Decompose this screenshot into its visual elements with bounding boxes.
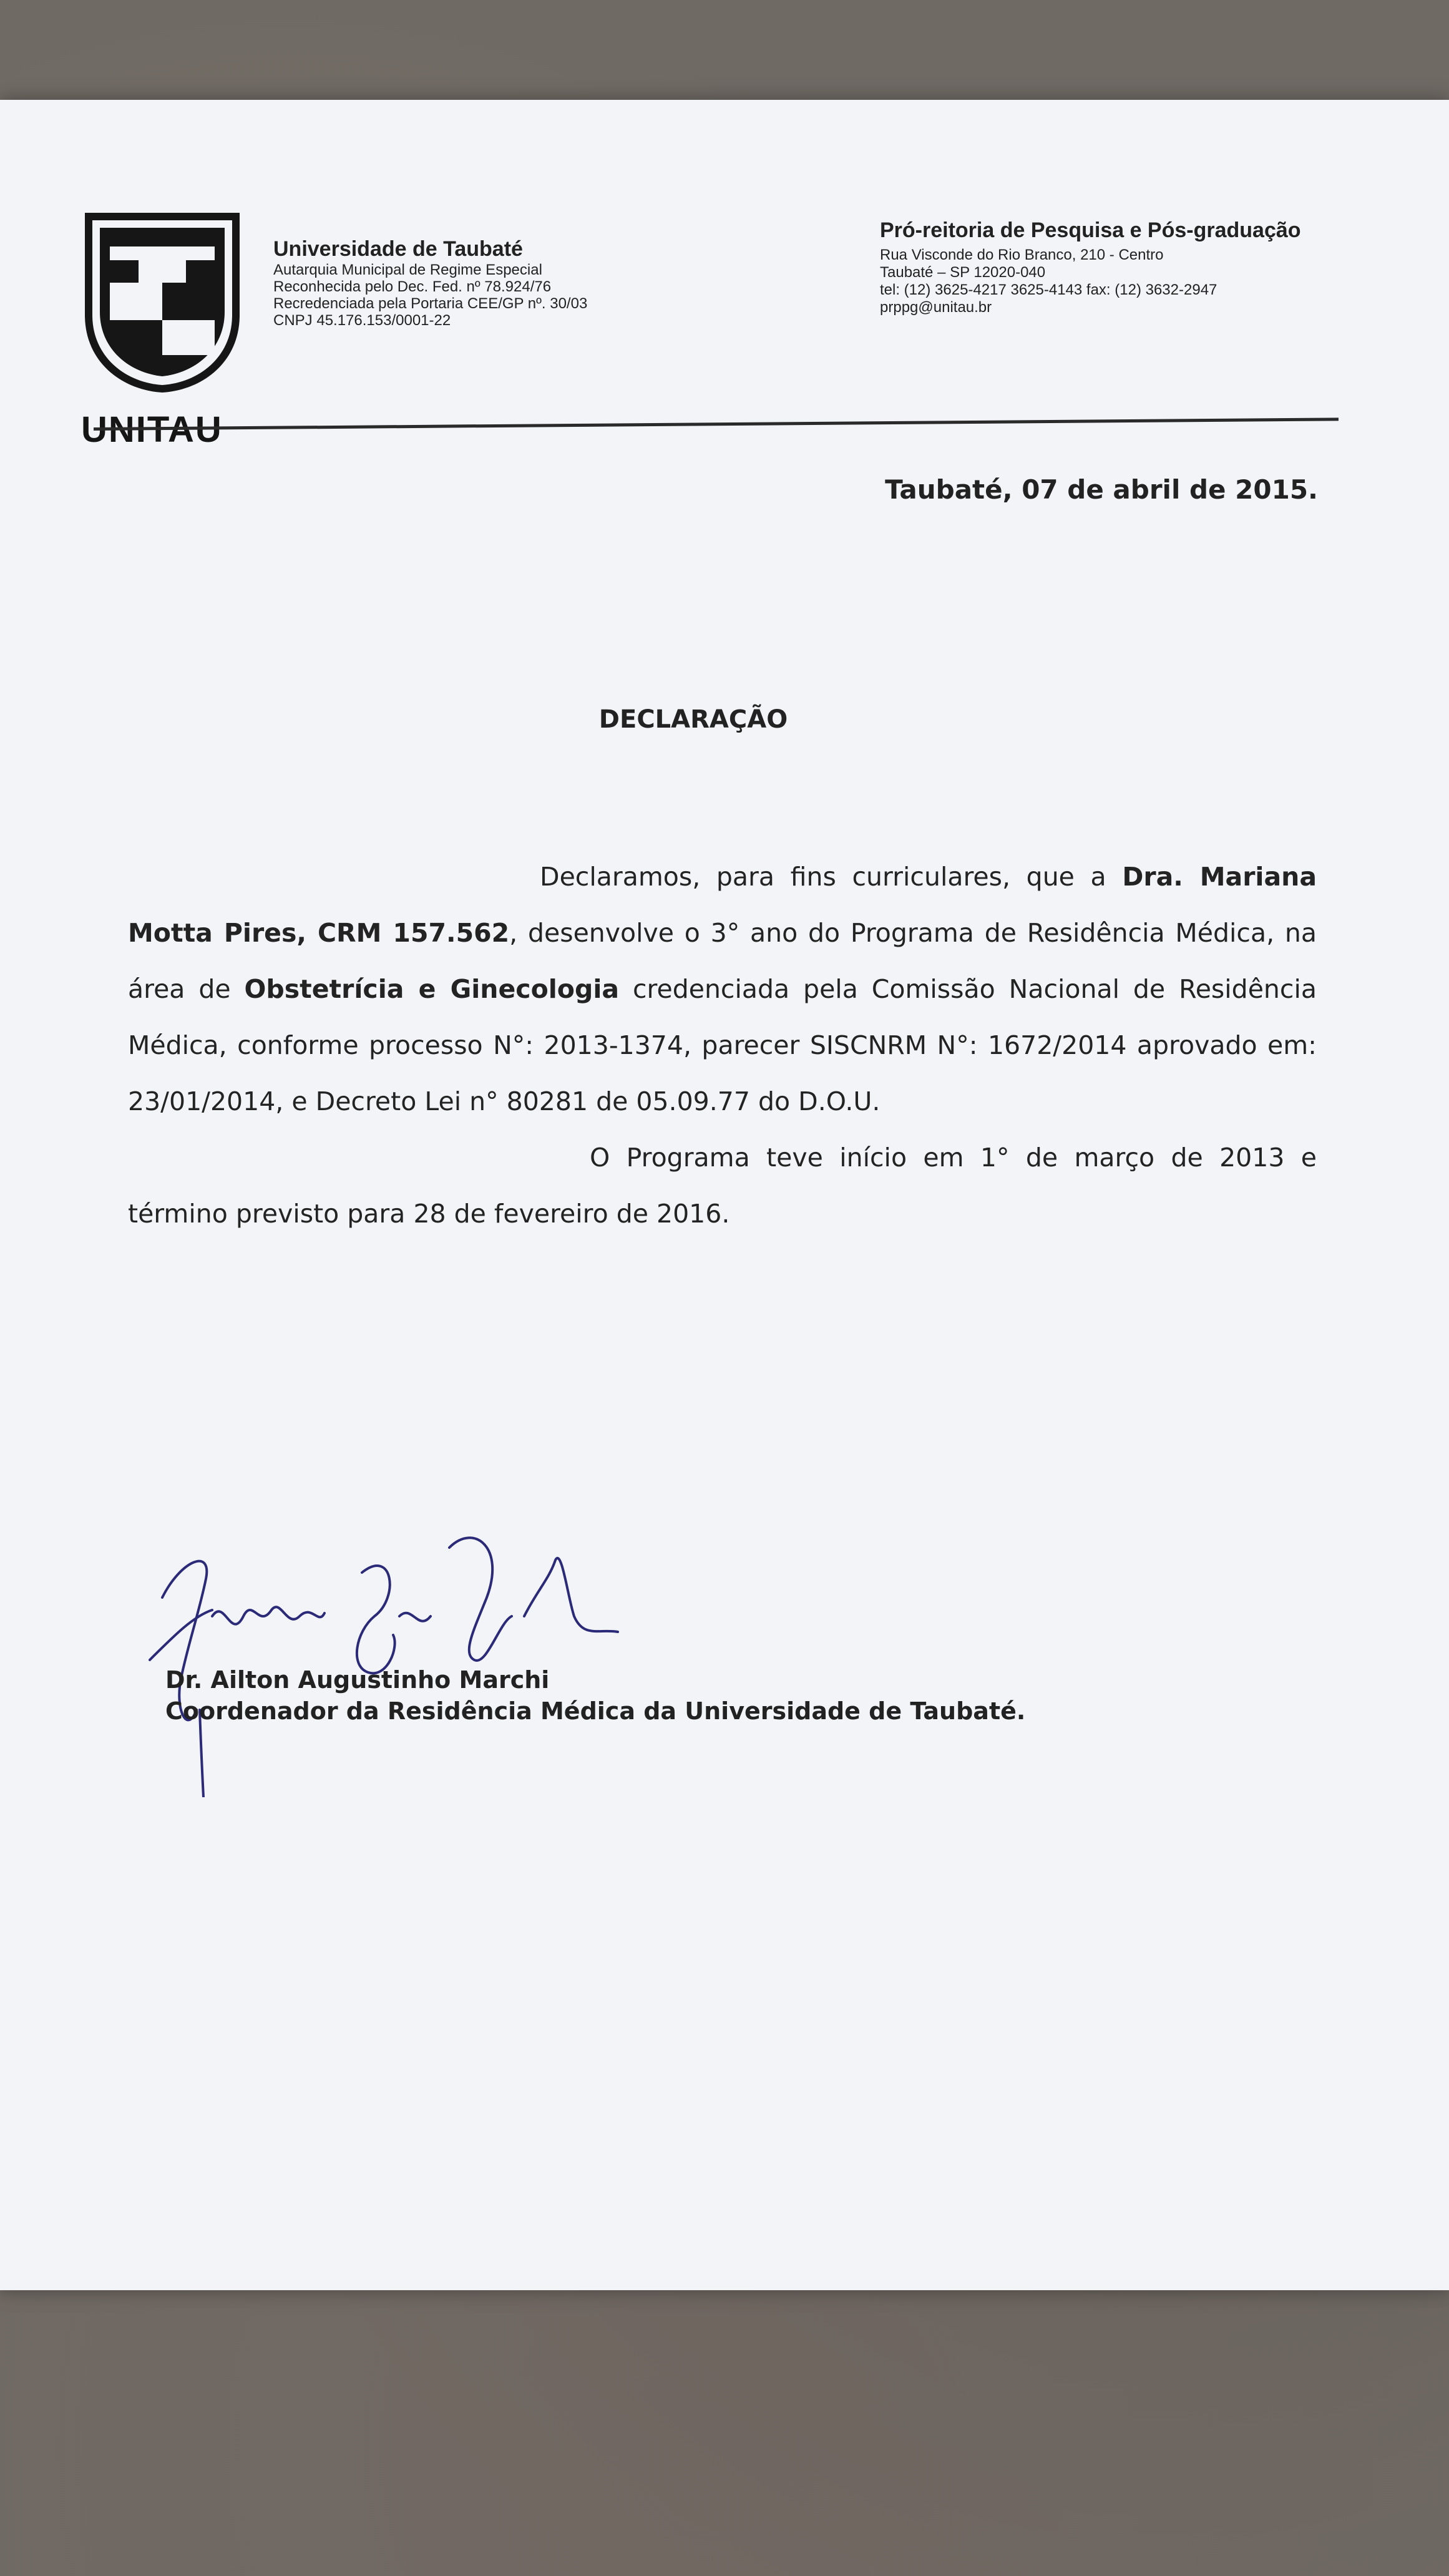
signatory-role: Coordenador da Residência Médica da Universidade de Taubaté.	[165, 1697, 1026, 1725]
institution-line: Autarquia Municipal de Regime Especial	[273, 261, 542, 278]
office-block	[880, 218, 1301, 316]
shield-emblem-icon	[81, 209, 243, 396]
office-phone: tel: (12) 3625-4217 3625-4143 fax: (12) 3632-2947	[880, 281, 1217, 298]
institution-line: Reconhecida pelo Dec. Fed. nº 78.924/76	[273, 278, 552, 295]
resident-name: Dra. Mariana Motta Pires, CRM 157.562	[128, 862, 1317, 948]
institution-line: Recredenciada pela Portaria CEE/GP nº. 30/03	[273, 295, 588, 312]
header-divider	[94, 417, 1339, 431]
institution-line: CNPJ 45.176.153/0001-22	[273, 312, 451, 329]
office-name: Pró-reitoria de Pesquisa e Pós-graduação	[880, 218, 1301, 242]
logo-wordmark: UNITAU	[81, 409, 223, 450]
office-email: prppg@unitau.br	[880, 299, 992, 316]
declaration-body	[128, 849, 1317, 1242]
paragraph-program: O Programa teve início em 1° de março de 2013 e término previsto para 28 de fevereiro de 2016.	[128, 1143, 1317, 1229]
institution-name: Universidade de Taubaté	[273, 237, 523, 261]
document-title: DECLARAÇÃO	[598, 705, 788, 734]
office-address: Rua Visconde do Rio Branco, 210 - Centro	[880, 246, 1164, 263]
signatory-name: Dr. Ailton Augustinho Marchi	[165, 1666, 550, 1694]
specialty: Obstetrícia e Ginecologia	[244, 974, 620, 1004]
document-page	[0, 100, 1449, 2290]
paragraph-declaration: Declaramos, para fins curriculares, que a Dra. Mariana Motta Pires, CRM 157.562, desenvolve o 3° ano do Programa de Residência Médica, na área de Obstetrícia e Ginecologia credenciada pela Comissão Nacional de Residência Médica, conforme processo N°: 2013-1374, parecer SISCNRM N°: 1672/2014 aprovado em: 23/01/2014, e Decreto Lei n° 80281 de 05.09.77 do D.O.U.	[128, 862, 1317, 1116]
institution-block	[273, 237, 588, 329]
office-city: Taubaté – SP 12020-040	[880, 264, 1046, 281]
unitau-logo	[81, 209, 250, 451]
handwritten-signature	[137, 1523, 699, 1797]
date-line: Taubaté, 07 de abril de 2015.	[885, 474, 1318, 505]
